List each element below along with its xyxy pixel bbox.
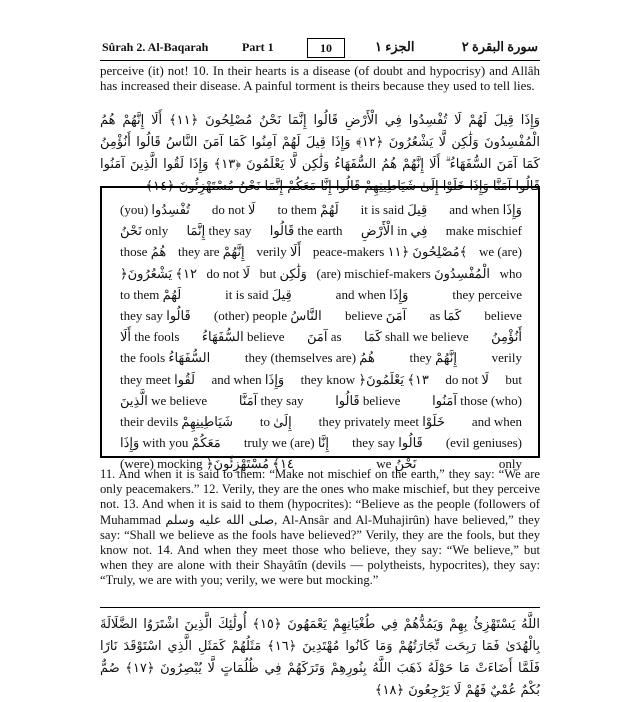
footer-divider (100, 607, 540, 608)
glossary-segment: but وَلَٰكِن (259, 265, 307, 281)
glossary-segment: قَالُوا believe (335, 392, 401, 408)
glossary-segment: verily أَلَا (256, 244, 302, 260)
page-number: 10 (307, 38, 345, 58)
part-label-english: Part 1 (242, 40, 274, 54)
glossary-segment: we (are) (479, 244, 522, 260)
top-translation-paragraph: perceive (it) not! 10. In their hearts is a disease (of doubt and hypocrisy) and Allâh has increased their disease. A painful torment is theirs because they used to tell lies. (100, 63, 540, 93)
glossary-segment: آمَنَّا they say (238, 392, 304, 408)
glossary-line (120, 393, 522, 414)
word-glossary-box (100, 186, 540, 472)
glossary-segment: كَمَا shall we believe (364, 329, 469, 345)
glossary-segment: believe (484, 307, 522, 323)
glossary-line (120, 223, 522, 244)
glossary-segment: and when وَإِذَا (449, 202, 522, 217)
glossary-segment: (evil geniuses) (445, 435, 522, 451)
glossary-line (120, 308, 522, 329)
glossary-segment: ﴿١٢﴾ يَشْعُرُونَ (120, 265, 197, 281)
glossary-segment: peace-makers مُصْلِحُونَ ﴿١١﴾ (312, 244, 468, 260)
glossary-segment: believe آمَنَ (344, 307, 407, 323)
surah-title-arabic: سورة البقرة ٢ (461, 39, 538, 54)
glossary-segment: أَنُؤْمِنُ (491, 329, 522, 345)
glossary-line (120, 287, 522, 308)
glossary-segment: (were) mocking ﴿١٤﴾ مُسْتَهْزِئُونَ (120, 456, 294, 472)
glossary-segment: وَإِذَا with you مَعَكُمْ (120, 435, 221, 451)
glossary-segment: it is said قِيلَ (360, 202, 428, 217)
glossary-segment: السُّفَهَاءُ believe (201, 329, 285, 345)
glossary-lines (120, 202, 522, 477)
glossary-segment: verily (491, 350, 522, 366)
glossary-line (120, 414, 522, 435)
page-header (100, 38, 540, 58)
surah-title-english: Sûrah 2. Al-Baqarah (102, 40, 209, 54)
glossary-segment: الَّذِينَ we believe (120, 392, 208, 408)
glossary-segment: they say قَالُوا (120, 307, 191, 323)
glossary-segment: to إِلَىٰ (259, 413, 292, 429)
glossary-segment: they privately meet خَلَوْا (318, 413, 445, 429)
glossary-segment: they know ﴿١٣﴾ يَعْلَمُونَ (300, 371, 429, 387)
glossary-segment: do not لَا (445, 371, 489, 387)
glossary-segment: الْأَرْضِ in فِي (360, 223, 428, 239)
glossary-segment: they إِنَّهُمْ (409, 350, 457, 366)
bottom-translation-paragraph: 11. And when it is said to them: “Make not mischief on the earth,” they say: “We are only peacemakers.” 12. Verily, they are the ones who make mischief, but they perceive not. 13. And when it is said to them (hypocrites): “Believe as the people (followers of Muhammad صلى الله عليه وسلم, Al-Ansâr and Al-Muhajirûn) have believed,” they say: “Shall we believe as the fools have believed?” Verily, they are the fools, but they know not. 14. And when they meet those who believe, they say: “We believe,” but when they are alone with their Shayâtîn (devils — polytheists, hypocrites), they say: “Truly, we are with you; verily, we were but mocking.” (100, 467, 540, 588)
glossary-line (120, 244, 522, 265)
part-label-arabic: الجزء ١ (375, 39, 415, 54)
glossary-segment: آمَنَ as (306, 329, 342, 345)
glossary-segment: their devils شَيَاطِينِهِمْ (120, 413, 234, 429)
glossary-segment: آمَنُوا those (who) (432, 392, 522, 408)
glossary-segment: as كَمَا (429, 307, 462, 323)
glossary-segment: (you) تُفْسِدُوا (120, 202, 190, 217)
glossary-segment: they say قَالُوا (352, 435, 423, 451)
glossary-segment: and when وَإِذَا (211, 371, 285, 387)
glossary-segment: make mischief (445, 223, 522, 239)
glossary-segment: but (505, 371, 522, 387)
glossary-segment: إِنَّمَا they say (186, 223, 252, 239)
glossary-segment: they (themselves are) هُمُ (244, 350, 375, 366)
glossary-line (120, 350, 522, 371)
glossary-line (120, 202, 522, 223)
glossary-segment: and when (471, 413, 522, 429)
glossary-segment: أَلَا the fools (120, 329, 180, 345)
glossary-segment: they meet لَقُوا (120, 371, 196, 387)
glossary-segment: do not لَا (206, 265, 251, 281)
glossary-line (120, 435, 522, 456)
arabic-verses-bottom: اللَّهُ يَسْتَهْزِئُ بِهِمْ وَيَمُدُّهُمْ فِي طُغْيَانِهِمْ يَعْمَهُونَ ﴿١٥﴾ أُولَٰئِكَ الَّذِينَ اشْتَرَوُا الضَّلَالَةَ بِالْهُدَىٰ فَمَا رَبِحَت تِّجَارَتُهُمْ وَمَا كَانُوا مُهْتَدِينَ ﴿١٦﴾ مَثَلُهُمْ كَمَثَلِ الَّذِي اسْتَوْقَدَ نَارًا فَلَمَّا أَضَاءَتْ مَا حَوْلَهُ ذَهَبَ اللَّهُ بِنُورِهِمْ وَتَرَكَهُمْ فِي ظُلُمَاتٍ لَّا يُبْصِرُونَ ﴿١٧﴾ صُمٌّ بُكْمٌ عُمْيٌ فَهُمْ لَا يَرْجِعُونَ ﴿١٨﴾ (100, 617, 540, 698)
glossary-line (120, 329, 522, 350)
glossary-segment: to them لَهُمْ (277, 202, 339, 217)
glossary-segment: نَحْنُ only (120, 223, 169, 239)
glossary-segment: قَالُوا the earth (269, 223, 343, 239)
header-divider (100, 60, 540, 61)
glossary-segment: who (499, 265, 522, 281)
glossary-segment: the fools السُّفَهَاءُ (120, 350, 211, 366)
book-page (100, 30, 540, 698)
glossary-segment: they are إِنَّهُمْ (178, 244, 245, 260)
glossary-segment: to them لَهُمْ (120, 286, 182, 302)
glossary-line (120, 372, 522, 393)
glossary-segment: only (498, 456, 522, 472)
glossary-segment: it is said قِيلَ (225, 286, 292, 302)
glossary-segment: (are) mischief-makers الْمُفْسِدُونَ (316, 265, 491, 281)
glossary-segment: (other) people النَّاسُ (213, 307, 322, 323)
glossary-segment: we نَحْنُ (376, 456, 417, 472)
glossary-segment: they perceive (452, 286, 522, 302)
arabic-verses-top: وَإِذَا قِيلَ لَهُمْ لَا تُفْسِدُوا فِي الْأَرْضِ قَالُوا إِنَّمَا نَحْنُ مُصْلِحُونَ ﴿١١﴾ أَلَا إِنَّهُمْ هُمُ الْمُفْسِدُونَ وَلَٰكِن لَّا يَشْعُرُونَ ﴿١٢﴾ وَإِذَا قِيلَ لَهُمْ آمِنُوا كَمَا آمَنَ النَّاسُ قَالُوا أَنُؤْمِنُ كَمَا آمَنَ السُّفَهَاءُ ۗ أَلَا إِنَّهُمْ هُمُ السُّفَهَاءُ وَلَٰكِن لَّا يَعْلَمُونَ ﴿١٣﴾ وَإِذَا لَقُوا الَّذِينَ آمَنُوا قَالُوا آمَنَّا وَإِذَا خَلَوْا إِلَىٰ شَيَاطِينِهِمْ قَالُوا إِنَّا مَعَكُمْ إِنَّمَا نَحْنُ مُسْتَهْزِئُونَ ﴿١٤﴾ (100, 113, 540, 194)
glossary-segment: and when وَإِذَا (335, 286, 409, 302)
glossary-segment: do not لَا (211, 202, 256, 217)
glossary-line (120, 266, 522, 287)
glossary-segment: truly we (are) إِنَّا (243, 435, 330, 451)
glossary-segment: those هُمُ (120, 244, 167, 260)
